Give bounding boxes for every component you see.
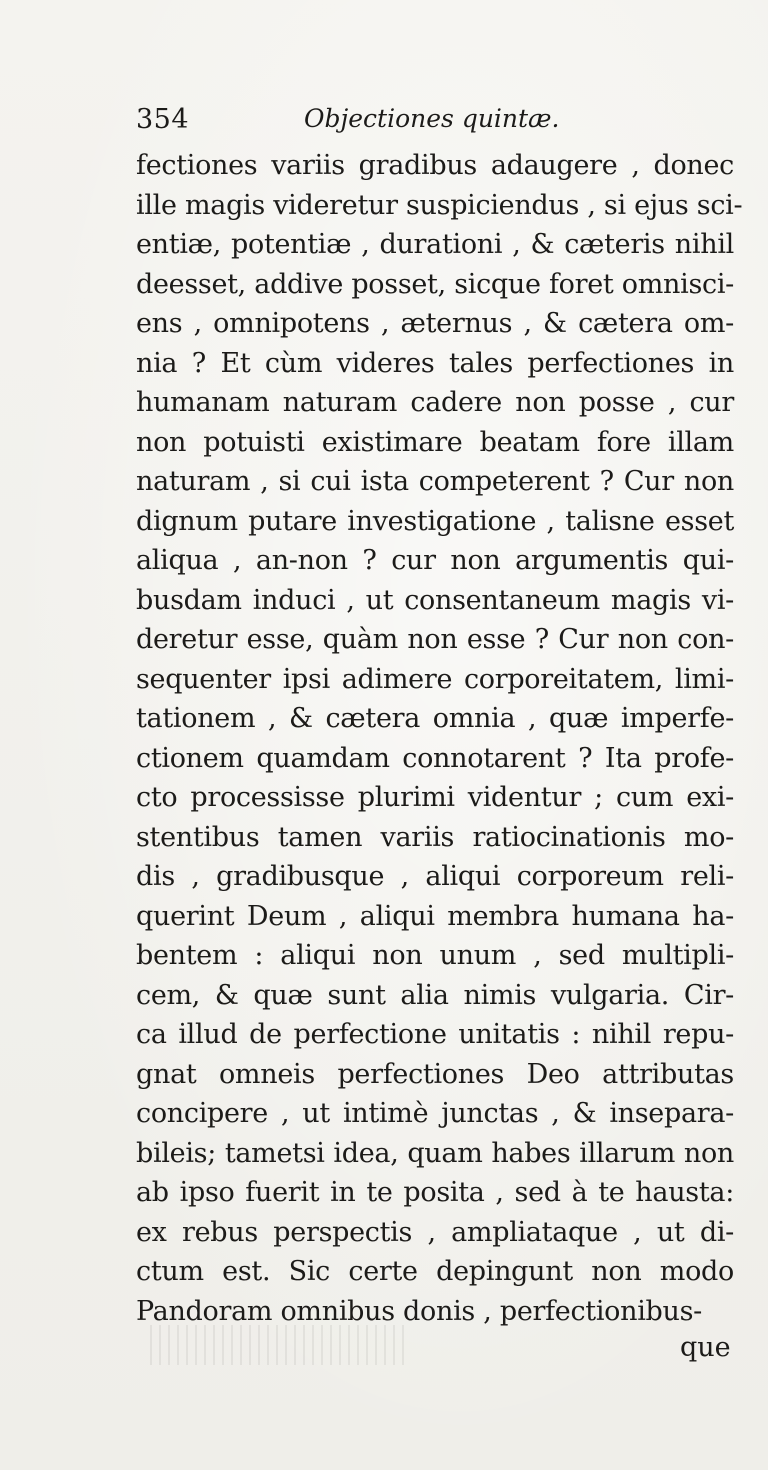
page-header xyxy=(136,104,560,144)
text-line: deretur esse, quàm non esse ? Cur non con- xyxy=(136,624,734,655)
text-line: busdam induci , ut consentaneum magis vi- xyxy=(136,584,734,616)
text-line: bentem : aliqui non unum , sed multipli- xyxy=(136,940,734,971)
text-line: gnat omneis perfectiones Deo attributas xyxy=(136,1058,734,1090)
text-line: nia ? Et cùm videres tales perfectiones in xyxy=(136,347,734,379)
text-line: ca illud de perfectione unitatis : nihil repu- xyxy=(136,1019,734,1050)
catchword: que xyxy=(680,1332,731,1363)
text-line: ex rebus perspectis , ampliataque , ut di- xyxy=(136,1216,734,1248)
text-line: humanam naturam cadere non posse , cur xyxy=(136,387,734,418)
text-line: entiæ, potentiæ , durationi , & cæteris nihil xyxy=(136,229,734,260)
text-line: concipere , ut intimè junctas , & insepara- xyxy=(136,1098,734,1129)
text-line: ctionem quamdam connotarent ? Ita profe- xyxy=(136,742,734,774)
running-title: Objectiones quintæ. xyxy=(304,104,560,133)
text-line: non potuisti existimare beatam fore illam xyxy=(136,426,734,458)
text-line: querint Deum , aliqui membra humana ha- xyxy=(136,900,734,932)
text-line: dignum putare investigatione , talisne esset xyxy=(136,505,734,537)
text-line: stentibus tamen variis ratiocinationis mo- xyxy=(136,821,734,853)
text-line: cto processisse plurimi videntur ; cum exi- xyxy=(136,782,734,813)
text-line: Pandoram omnibus donis , perfectionibus- xyxy=(136,1295,703,1327)
text-line: aliqua , an-non ? cur non argumentis qui- xyxy=(136,545,734,576)
text-line: naturam , si cui ista competerent ? Cur non xyxy=(136,466,734,497)
text-line: ens , omnipotens , æternus , & cætera om- xyxy=(136,308,734,339)
body-text xyxy=(136,146,743,1331)
text-line: deesset, addive posset, sicque foret omnisci- xyxy=(136,268,734,300)
bleed-through-shadow xyxy=(150,1325,410,1365)
text-line: cem, & quæ sunt alia nimis vulgaria. Cir- xyxy=(136,979,734,1011)
text-line: tationem , & cætera omnia , quæ imperfe- xyxy=(136,703,734,734)
page-number: 354 xyxy=(136,104,190,135)
text-line: fectiones variis gradibus adaugere , donec xyxy=(136,150,734,181)
text-line: ab ipso fuerit in te posita , sed à te hausta: xyxy=(136,1177,734,1208)
text-line: ctum est. Sic certe depingunt non modo xyxy=(136,1256,734,1287)
text-line: ille magis videretur suspiciendus , si ejus sci- xyxy=(136,189,743,221)
text-line: sequenter ipsi adimere corporeitatem, limi- xyxy=(136,663,734,695)
text-line: dis , gradibusque , aliqui corporeum reli- xyxy=(136,861,734,892)
text-line: bileis; tametsi idea, quam habes illarum non xyxy=(136,1137,734,1169)
